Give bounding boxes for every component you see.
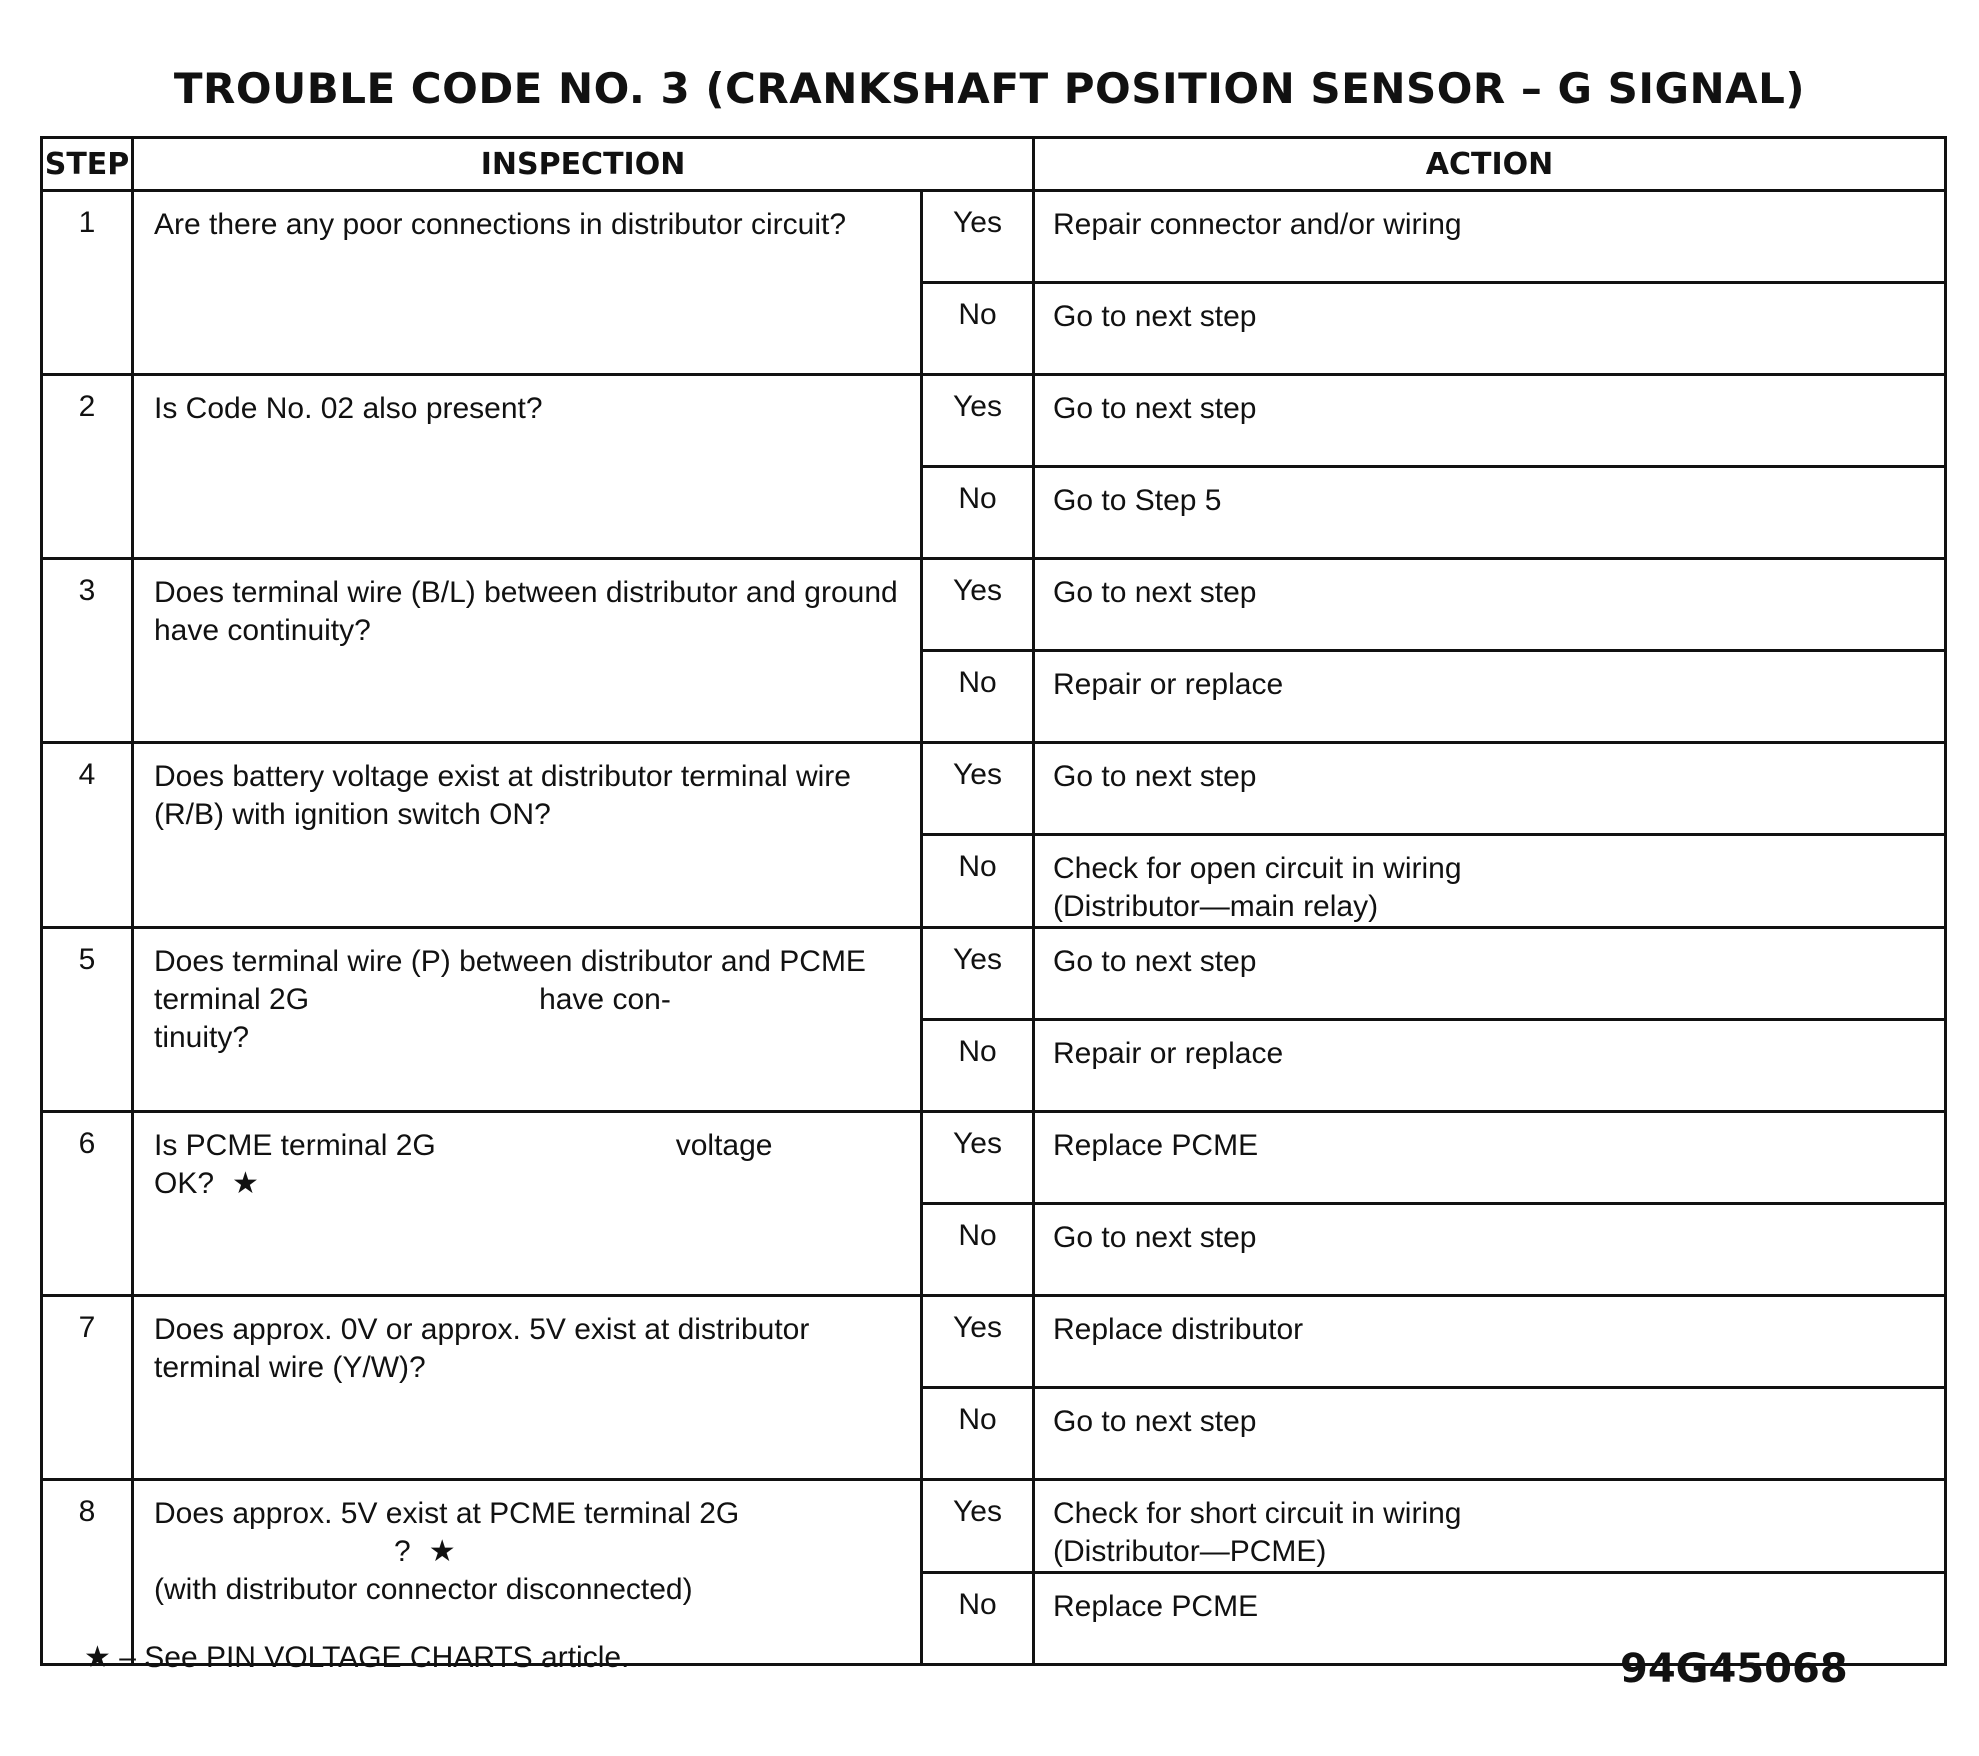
- no-action: Go to next step: [1034, 1388, 1946, 1480]
- table-row: [42, 928, 1946, 1020]
- yes-action: Replace PCME: [1034, 1112, 1946, 1204]
- inspection-text: Does terminal wire (B/L) between distributor and ground have continuity?: [133, 559, 922, 743]
- inspection-text-b: have con-: [539, 983, 671, 1016]
- yes-label: Yes: [922, 1112, 1034, 1204]
- inspection-text: [133, 1112, 922, 1296]
- page-title: TROUBLE CODE NO. 3 (CRANKSHAFT POSITION SENSOR – G SIGNAL): [173, 64, 1806, 113]
- no-action-line-2: (Distributor—main relay): [1053, 890, 1379, 923]
- no-action: Go to next step: [1034, 1204, 1946, 1296]
- inspection-text-b: voltage: [675, 1129, 773, 1162]
- no-action: Go to Step 5: [1034, 467, 1946, 559]
- figure-code: 94G45068: [1620, 1646, 1848, 1692]
- inspection-text: Is Code No. 02 also present?: [133, 375, 922, 559]
- table-row: [42, 375, 1946, 467]
- yes-action: Go to next step: [1034, 375, 1946, 467]
- yes-label: Yes: [922, 559, 1034, 651]
- table-row: [42, 1296, 1946, 1388]
- step-number: 7: [42, 1296, 133, 1480]
- star-icon: ★: [428, 1535, 456, 1568]
- yes-label: Yes: [922, 1480, 1034, 1573]
- yes-action: [1034, 1480, 1946, 1573]
- inspection-text: Does approx. 0V or approx. 5V exist at distributor terminal wire (Y/W)?: [133, 1296, 922, 1480]
- header-inspection: INSPECTION: [133, 138, 1034, 191]
- no-label: No: [922, 1573, 1034, 1665]
- table-row: [42, 559, 1946, 651]
- no-label: No: [922, 1020, 1034, 1112]
- table-row: [42, 743, 1946, 835]
- table-header-row: [42, 138, 1946, 191]
- yes-label: Yes: [922, 375, 1034, 467]
- inspection-text-a: Is PCME terminal 2G: [154, 1129, 436, 1162]
- table-row: [42, 191, 1946, 283]
- no-action: Replace PCME: [1034, 1573, 1946, 1665]
- no-action-line-1: Check for open circuit in wiring: [1053, 852, 1462, 885]
- table-row: [42, 1480, 1946, 1573]
- header-action: ACTION: [1034, 138, 1946, 191]
- yes-action: Go to next step: [1034, 743, 1946, 835]
- no-label: No: [922, 467, 1034, 559]
- yes-label: Yes: [922, 743, 1034, 835]
- inspection-text: [133, 1480, 922, 1665]
- step-number: 8: [42, 1480, 133, 1665]
- yes-action-line-2: (Distributor—PCME): [1053, 1535, 1327, 1568]
- inspection-text-c: OK?: [154, 1167, 215, 1200]
- no-action: Go to next step: [1034, 283, 1946, 375]
- yes-label: Yes: [922, 928, 1034, 1020]
- inspection-text-a: Does approx. 5V exist at PCME terminal 2G: [154, 1497, 740, 1530]
- step-number: 4: [42, 743, 133, 928]
- no-label: No: [922, 1204, 1034, 1296]
- no-label: No: [922, 283, 1034, 375]
- trouble-code-table: [40, 136, 1947, 1666]
- inspection-text-a: Does terminal wire (P) between distributor and PCME terminal 2G: [154, 945, 866, 1016]
- no-action: [1034, 835, 1946, 928]
- no-action: Repair or replace: [1034, 1020, 1946, 1112]
- header-step: STEP: [42, 138, 133, 191]
- inspection-text: Does battery voltage exist at distributor terminal wire (R/B) with ignition switch ON?: [133, 743, 922, 928]
- star-icon: ★: [232, 1167, 259, 1200]
- yes-label: Yes: [922, 1296, 1034, 1388]
- no-label: No: [922, 651, 1034, 743]
- step-number: 1: [42, 191, 133, 375]
- no-label: No: [922, 1388, 1034, 1480]
- table-row: [42, 1112, 1946, 1204]
- inspection-text: [133, 928, 922, 1112]
- yes-action: Repair connector and/or wiring: [1034, 191, 1946, 283]
- footnote: ★ – See PIN VOLTAGE CHARTS article.: [84, 1641, 630, 1674]
- yes-label: Yes: [922, 191, 1034, 283]
- inspection-text-c: (with distributor connector disconnected): [154, 1573, 693, 1606]
- step-number: 2: [42, 375, 133, 559]
- no-label: No: [922, 835, 1034, 928]
- step-number: 3: [42, 559, 133, 743]
- yes-action: Go to next step: [1034, 559, 1946, 651]
- yes-action: Go to next step: [1034, 928, 1946, 1020]
- step-number: 6: [42, 1112, 133, 1296]
- inspection-text-c: tinuity?: [154, 1021, 250, 1054]
- yes-action-line-1: Check for short circuit in wiring: [1053, 1497, 1462, 1530]
- yes-action: Replace distributor: [1034, 1296, 1946, 1388]
- inspection-text: Are there any poor connections in distributor circuit?: [133, 191, 922, 375]
- no-action: Repair or replace: [1034, 651, 1946, 743]
- inspection-text-b: ?: [394, 1535, 411, 1568]
- step-number: 5: [42, 928, 133, 1112]
